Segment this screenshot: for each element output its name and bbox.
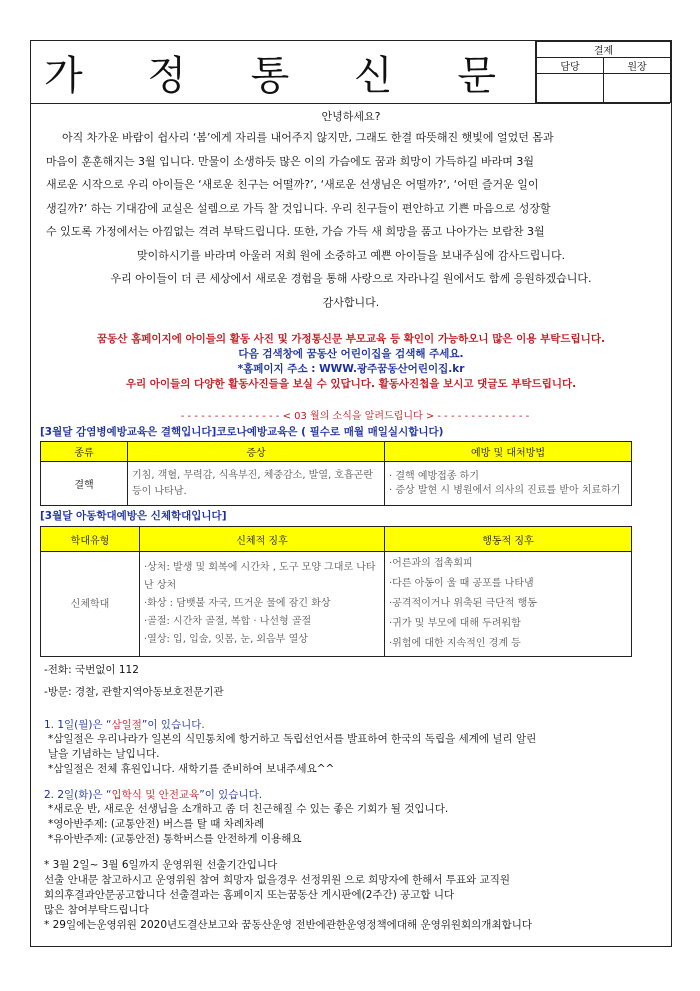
item2-highlight: 입학식 및 안전교육 [111, 789, 200, 801]
behavioral-sign: ·다른 아동이 울 때 공포를 나타냄 [389, 578, 534, 589]
physical-sign: ·상처: 발생 및 회복에 시간차 , 도구 모양 그대로 나타난 상처 [144, 562, 376, 591]
item2-line: *유아반주제: (교통안전) 통학버스를 안전하게 이용해요 [48, 833, 302, 845]
abuse-table [40, 526, 632, 657]
contact-visit: -방문: 경찰, 관할지역아동보호전문기관 [44, 686, 224, 698]
infection-table [40, 441, 632, 506]
item2-prefix: 2. 2일(화)은 “ [44, 789, 112, 801]
item2-heading [44, 787, 262, 802]
notice-line: 우리 아이들의 다양한 활동사진들을 보실 수 있답니다. 활동사진첩을 보시고 댓글도 부탁드립니다. [125, 378, 577, 390]
table-header: 신체적 징후 [140, 527, 385, 552]
item1-line: 날을 기념하는 날입니다. [48, 748, 160, 760]
title-box [31, 41, 535, 103]
greeting-line: 아직 차가운 바람이 쉽사리 ‘봄’에게 자리를 내어주지 않지만, 그래도 한결 따뜻해진 햇빛에 얼었던 몸과 [62, 131, 554, 144]
contact-phone: -전화: 국번없이 112 [44, 664, 139, 676]
item1-prefix: 1. 1일(월)은 “ [44, 719, 112, 731]
greeting-hello: 안녕하세요? [321, 110, 381, 123]
item2-line: *새로운 반, 새로운 선생님을 소개하고 좀 더 친근해질 수 있는 좋은 기회가 될 것입니다. [48, 803, 449, 815]
approval-col-director: 원장 [604, 58, 671, 74]
approval-sign-director [604, 74, 671, 103]
item2-suffix: ”이 있습니다. [199, 789, 263, 801]
approval-header: 결제 [537, 42, 671, 58]
greeting-line: 맞이하시기를 바라며 아울러 저희 원에 소중하고 예쁜 아이들을 보내주심에 감사드립니다. [136, 248, 566, 262]
notice-line: 꿈동산 홈페이지에 아이들의 활동 사진 및 가정통신문 부모교육 등 확인이 가능하오니 많은 이용 부탁드립니다. [97, 333, 605, 345]
prevention-item: · 증상 발현 시 병원에서 의사의 진료를 받아 치료하기 [389, 484, 621, 496]
greeting-line: 마음이 훈훈해지는 3월 입니다. 만물이 소생하듯 많은 이의 가슴에도 꿈과 희망이 가득하길 바라며 3월 [46, 154, 534, 168]
table-header: 증상 [128, 442, 385, 462]
physical-sign: ·열상: 입, 입술, 잇몸, 눈, 외음부 열상 [144, 634, 308, 645]
section1-heading: [3월달 감염병예방교육은 결핵입니다]코로나예방교육은 ( 필수로 매월 매일실시합니다) [40, 426, 444, 438]
physical-sign: ·화상 : 담뱃불 자국, 뜨거운 물에 잠긴 화상 [144, 598, 331, 609]
item1-suffix: ”이 있습니다. [141, 719, 205, 731]
homepage-address[interactable]: *홈페이지 주소 : WWW.광주꿈동산어린이집.kr [237, 363, 465, 375]
page-title: 가 정 통 신 문 [43, 52, 523, 99]
greeting-thanks: 감사합니다. [322, 295, 380, 309]
item1-highlight: 삼일절 [111, 719, 142, 731]
approval-sign-staff [537, 74, 604, 103]
homepage-notice [46, 332, 656, 392]
behavioral-sign: ·위험에 대한 지속적인 경계 등 [389, 638, 521, 649]
section2-heading: [3월달 아동학대예방은 신체학대입니다] [40, 510, 227, 522]
approval-col-staff: 담당 [537, 58, 604, 74]
disease-kind: 결핵 [41, 462, 128, 506]
approval-box [535, 41, 671, 103]
table-header: 예방 및 대처방법 [385, 442, 632, 462]
committee-line: 회의후결과안문공고합니다 선출결과는 홈페이지 또는꿈동산 게시판에(2주간) 공고합 니다 [44, 889, 455, 901]
committee-line: * 29일에는운영위원 2020년도결산보고와 꿈동산운영 전반에관한운영정책에대해 운영위원회의개최합니다 [44, 919, 533, 931]
item1-body [48, 732, 658, 777]
committee-notice [44, 858, 654, 933]
greeting-line: 생길까?’ 하는 기대감에 교실은 설렘으로 가득 찰 것입니다. 우리 친구들이 편안하고 기쁜 마음으로 성장할 [46, 201, 551, 215]
item2-line: *영아반주제: (교통안전) 버스를 탈 때 차례차례 [48, 818, 265, 830]
item1-line: *삼일절은 전체 휴원입니다. 새학기를 준비하여 보내주세요^^ [48, 763, 335, 775]
greeting-line: 우리 아이들이 더 큰 세상에서 새로운 경험을 통해 사랑으로 자라나길 원에서도 함께 응원하겠습니다. [110, 272, 592, 285]
item1-heading [44, 717, 205, 732]
table-header: 학대유형 [41, 527, 140, 552]
committee-line: * 3월 2일~ 3월 6일까지 운영위원 선출기간입니다 [44, 859, 278, 871]
behavioral-sign: ·귀가 및 부모에 대해 두려워함 [389, 618, 521, 629]
table-header: 행동적 징후 [385, 527, 632, 552]
committee-line: 선출 안내문 참고하시고 운영위원 참여 희망자 없을경우 선정위원 으로 희망자에 한해서 투표와 교직원 [44, 874, 511, 886]
notice-line: 다음 검색창에 꿈동산 어린이집을 검색해 주세요. [238, 348, 464, 360]
behavioral-sign: ·어른과의 접촉회피 [389, 558, 473, 569]
committee-line: 많은 참여부탁드립니다 [44, 904, 149, 916]
greeting-section [46, 108, 656, 314]
abuse-type: 신체학대 [41, 552, 140, 657]
behavioral-sign: ·공격적이거나 위축된 극단적 행동 [389, 598, 537, 609]
item2-body [48, 802, 658, 847]
item1-line: *삼일절은 우리나라가 일본의 식민통치에 항거하고 독립선언서를 발표하여 한국의 독립을 세계에 널리 알린 [48, 733, 537, 745]
greeting-line: 수 있도록 가정에서는 아낌없는 격려 부탁드립니다. 또한, 가슴 가득 새 희망을 품고 나아가는 보람찬 3월 [46, 225, 545, 238]
prevention-item: · 결핵 예방접종 하기 [389, 470, 479, 482]
physical-sign: ·골절: 시간차 골절, 복합 · 나선형 골절 [144, 616, 312, 627]
month-news-banner: - - - - - - - - - - - - - - - < 03 월의 소식을 알려드립니다 > - - - - - - - - - - - - - - [180, 411, 530, 422]
disease-symptoms: 기침, 객혈, 무력감, 식욕부진, 체중감소, 발열, 호흡곤란 등이 나타남. [128, 462, 385, 506]
title-divider [31, 103, 670, 104]
greeting-line: 새로운 시작으로 우리 아이들은 ‘새로운 친구는 어떨까?’, ‘새로운 선생님은 어떨까?’, ‘어떤 즐거운 일이 [46, 178, 539, 191]
table-header: 종류 [41, 442, 128, 462]
